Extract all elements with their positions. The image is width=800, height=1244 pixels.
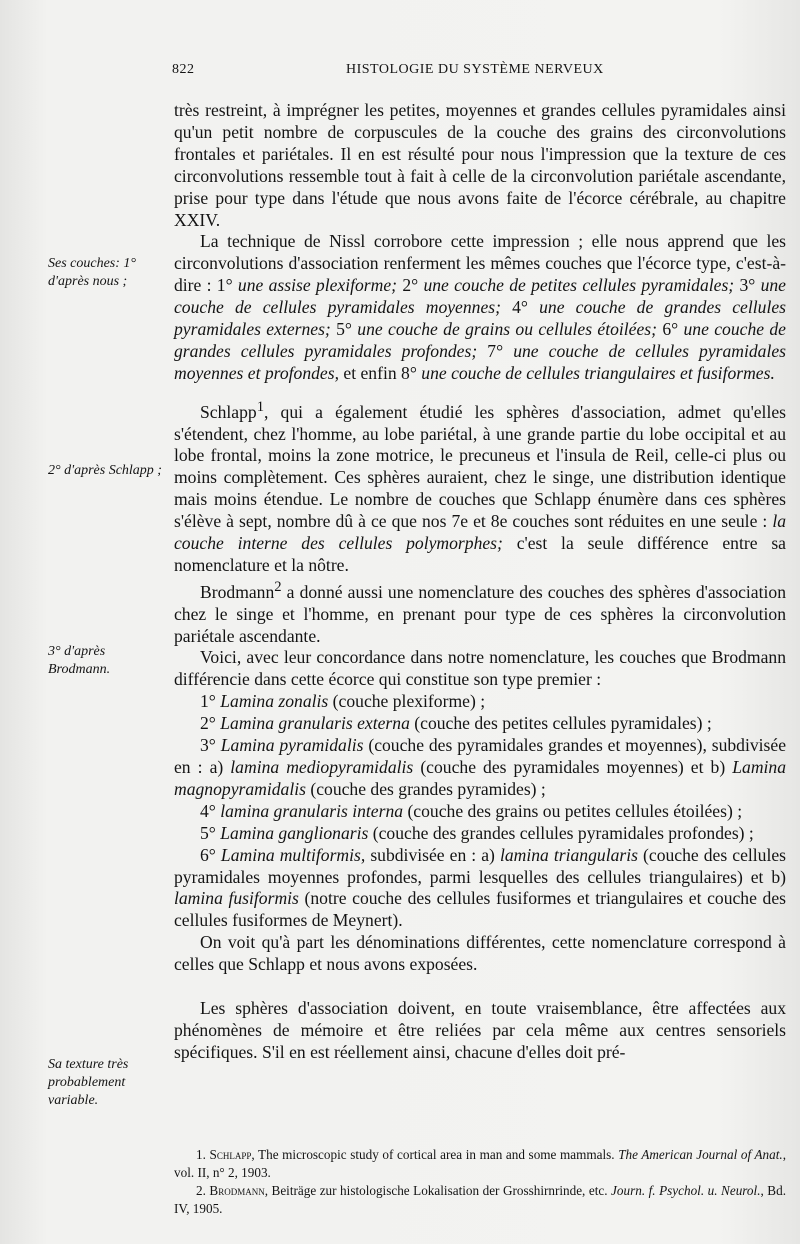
footnotes — [174, 1146, 786, 1218]
footnote-ref-2: 2 — [274, 578, 282, 595]
main-text — [174, 100, 786, 1064]
running-title: HISTOLOGIE DU SYSTÈME NERVEUX — [346, 62, 604, 77]
paragraph-brodmann: Brodmann$^2$ a donné aussi une nomenclature des couches des sphères d'association chez le singe et l'homme, en prenant pour type de ces sphères la circonvolution pariétale ascendante. — [174, 578, 786, 646]
paragraph-nissl: La technique de Nissl corrobore cette impression ; elle nous apprend que les circonvolutions d'association renferment les mêmes couches que l'écorce type, c'est-à-dire : 1° une assise plexiforme; 2° une couche de petites cellules pyramidales; 3° une couche de cellules pyramidales moyennes; 4° une couche de grandes cellules pyramidales externes; 5° une couche de grains ou cellules étoilées; 6° une couche de grandes cellules pyramidales profondes; 7° une couche de cellules pyramidales moyennes et profondes, et enfin 8° une couche de cellules triangulaires et fusiformes. — [174, 231, 787, 383]
footnote-ref-1: 1 — [256, 398, 265, 415]
footnote-2: 2. Brodmann, Beiträge zur histologische Lokalisation der Grosshirnrinde, etc. Journ. f. Psychol. u. Neurol., Bd. IV, 1905. — [174, 1183, 786, 1216]
margin-note-brodmann: 3° d'après Brodmann. — [48, 644, 111, 677]
list-item: 4° lamina granularis interna (couche des grains ou petites cellules étoilées) ; — [200, 800, 743, 821]
footnote-1: 1. Schlapp, The microscopic study of cortical area in man and some mammals. The American Journal of Anat., vol. II, n° 2, 1903. — [174, 1147, 787, 1180]
list-item: 5° Lamina ganglionaris (couche des grandes cellules pyramidales profondes) ; — [200, 822, 754, 843]
margin-note-schlapp: 2° d'après Schlapp ; — [48, 463, 162, 478]
list-item: 1° Lamina zonalis (couche plexiforme) ; — [200, 691, 486, 712]
paragraph-schlapp: Schlapp$^1$, qui a également étudié les sphères d'association, admet qu'elles s'étendent, chez l'homme, au lobe pariétal, à une grande partie du lobe occipital et au lobe frontal, moins la zone motrice, le precuneus et l'insula de Reil, celle-ci plus ou moins complètement. Ces sphères auraient, chez le singe, une distribution identique mais moins étendue. Le nombre de couches que Schlapp énumère dans ces sphères s'élève à sept, nombre dû à ce que nos 7e et 8e couches sont réduites en une seule : la couche interne des cellules polymorphes; c'est la seule différence entre sa nomenclature et la nôtre. — [174, 398, 786, 575]
paragraph-conclusion: On voit qu'à part les dénominations différentes, cette nomenclature correspond à celles que Schlapp et nous avons exposées. — [174, 932, 786, 975]
running-head — [60, 62, 740, 84]
margin-note-couches: Ses couches: 1° d'après nous ; — [48, 256, 137, 289]
page-number: 822 — [172, 62, 195, 77]
paragraph-spheres: Les sphères d'association doivent, en toute vraisemblance, être affectées aux phénomènes de mémoire et être reliées par cela même aux centres sensoriels spécifiques. S'il en est réellement ainsi, chacune d'elles doit pré- — [174, 998, 786, 1062]
list-item: 3° Lamina pyramidalis (couche des pyramidales grandes et moyennes), subdivisée en : a) lamina mediopyramidalis (couche des pyramidales moyennes) et b) Lamina magnopyramidalis (couche des grandes pyramides) ; — [174, 735, 787, 799]
list-item: 6° Lamina multiformis, subdivisée en : a) lamina triangularis (couche des cellules pyramidales moyennes profondes, parmi lesquelles des cellules triangulaires) et b) lamina fusiformis (notre couche des cellules fusiformes et triangulaires et couche des cellules fusiformes de Meynert). — [174, 844, 786, 931]
margin-note-texture: Sa texture très probablement variable. — [48, 1057, 129, 1108]
paragraph-1: très restreint, à imprégner les petites, moyennes et grandes cellules pyramidales ainsi qu'un petit nombre de corpuscules de la couche des grains des circonvolutions frontales et pariétales. Il en est résulté pour nous l'impression que la texture de ces circonvolutions ressemble tout à fait à celle de la circonvolution pariétale ascendante, prise pour type dans l'étude que nous avons faite de l'écorce cérébrale, au chapitre XXIV. — [174, 100, 786, 230]
list-item: 2° Lamina granularis externa (couche des petites cellules pyramidales) ; — [200, 713, 712, 734]
paragraph-voici: Voici, avec leur concordance dans notre nomenclature, les couches que Brodmann différencie dans cette écorce qui constitue son type premier : — [174, 647, 786, 690]
